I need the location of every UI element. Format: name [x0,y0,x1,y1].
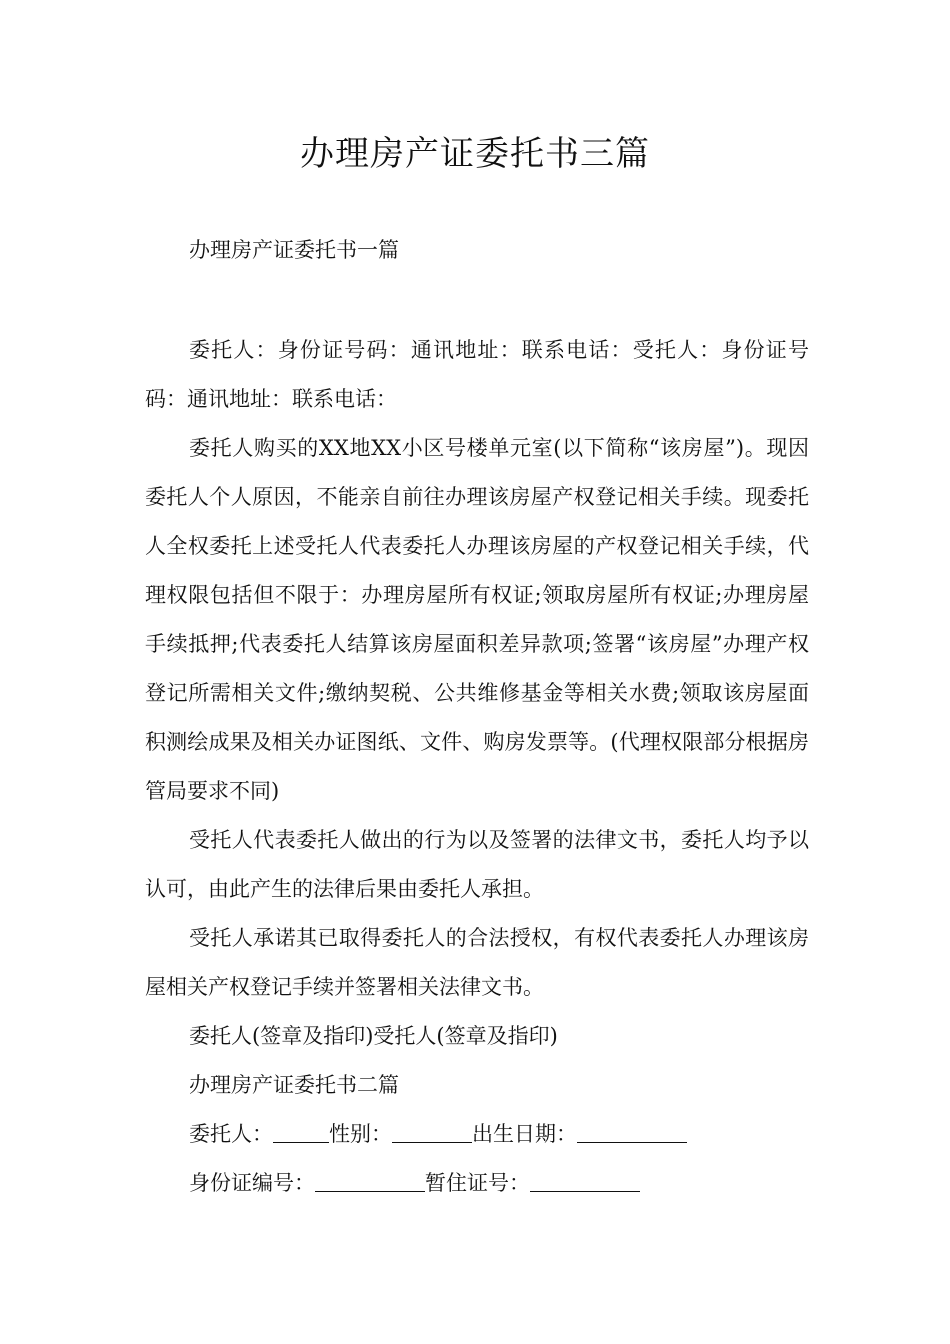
document-title: 办理房产证委托书三篇 [300,134,650,174]
id-label: 身份证编号： [189,1171,315,1195]
birth-blank [577,1120,687,1143]
gender-label: 性别： [329,1122,392,1146]
paragraph-signatures: 委托人(签章及指印)受托人(签章及指印) [189,1024,558,1048]
form-line-id [145,1159,809,1208]
gender-blank [392,1120,472,1143]
paragraph-authorization: 委托人购买的XX地XX小区号楼单元室(以下简称“该房屋”)。现因委托人个人原因，不能亲自前往办理该房屋产权登记相关手续。现委托人全权委托上述受托人代表委托人办理该房屋的产权登记相关手续，代理权限包括但不限于：办理房屋所有权证;领取房屋所有权证;办理房屋手续抵押;代表委托人结算该房屋面积差异款项;签署“该房屋”办理产权登记所需相关文件;缴纳契税、公共维修基金等相关水费;领取该房屋面积测绘成果及相关办证图纸、文件、购房发票等。(代理权限部分根据房管局要求不同) [145,436,809,803]
paragraph-recognition: 受托人代表委托人做出的行为以及签署的法律文书，委托人均予以认可，由此产生的法律后果由委托人承担。 [145,828,809,901]
birth-label: 出生日期： [472,1122,577,1146]
section-two-heading: 办理房产证委托书二篇 [189,1073,399,1097]
section-one-heading: 办理房产证委托书一篇 [189,238,399,262]
principal-blank [273,1120,329,1143]
paragraph-parties: 委托人：身份证号码：通讯地址：联系电话：受托人：身份证号码：通讯地址：联系电话： [145,338,809,411]
document-body [145,326,809,1208]
temp-permit-label: 暂住证号： [425,1171,530,1195]
form-line-principal [145,1110,809,1159]
paragraph-commitment: 受托人承诺其已取得委托人的合法授权，有权代表委托人办理该房屋相关产权登记手续并签署相关法律文书。 [145,926,809,999]
temp-permit-blank [530,1169,640,1192]
principal-label: 委托人： [189,1122,273,1146]
id-blank [315,1169,425,1192]
